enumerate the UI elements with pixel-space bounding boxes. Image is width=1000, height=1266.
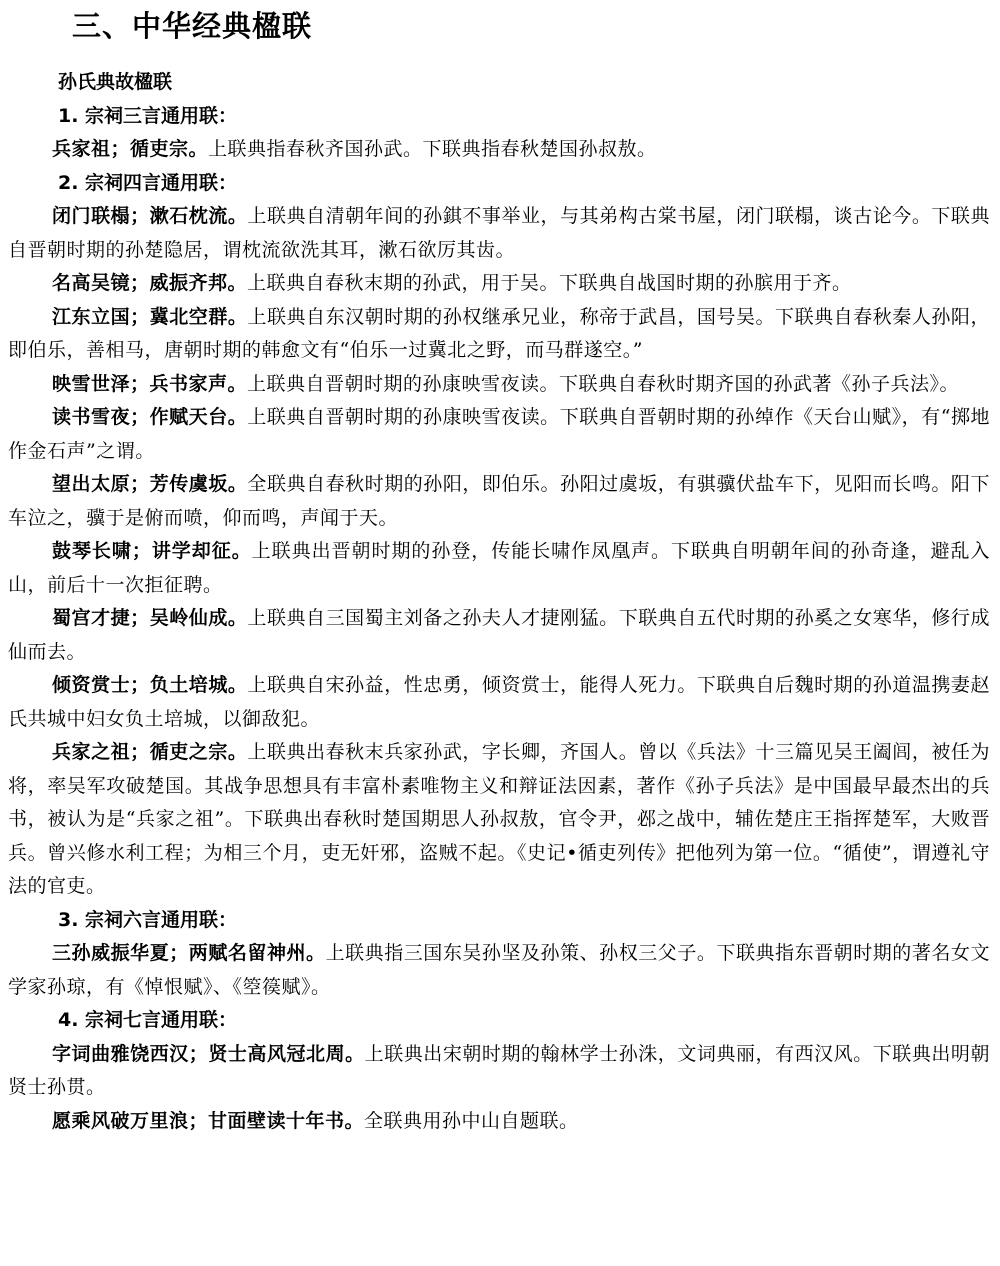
couplet-text: 倾资赏士；负土培城。 — [52, 674, 248, 696]
couplet-text: 映雪世泽；兵书家声。 — [52, 372, 248, 395]
couplet-text: 读书雪夜；作赋天台。 — [52, 406, 248, 428]
couplet-text: 愿乘风破万里浪；甘面壁读十年书。 — [52, 1109, 365, 1132]
couplet-text: 蜀宫才捷；吴岭仙成。 — [52, 607, 248, 629]
couplet-explanation: 上联典出春秋末兵家孙武，字长卿，齐国人。曾以《兵法》十三篇见吴王阖闾，被任为将，率吴军攻破楚国。其战争思想具有丰富朴素唯物主义和辩证法因素，著作《孙子兵法》是中国最早最杰出的兵书，被认为是“兵家之祖”。下联典出春秋时楚国期思人孙叔敖，官令尹，邲之战中，辅佐楚庄王指挥楚军，大败晋兵。曾兴修水利工程；为相三个月，吏无奸邪，盗贼不起。《史记•循吏列传》把他列为第一位。“循使”，谓遵礼守法的官吏。 — [8, 741, 990, 897]
couplet-entry — [8, 301, 990, 368]
couplet-entry — [8, 937, 990, 1004]
couplet-entry — [8, 736, 990, 904]
couplet-explanation: 上联典自晋朝时期的孙康映雪夜读。下联典自春秋时期齐国的孙武著《孙子兵法》。 — [247, 372, 960, 395]
couplet-group — [8, 167, 990, 904]
couplet-explanation: 上联典自春秋末期的孙武，用于吴。下联典自战国时期的孙膑用于齐。 — [247, 272, 852, 294]
couplet-entry — [8, 602, 990, 669]
couplet-text: 三孙威振华夏；两赋名留神州。 — [52, 942, 326, 964]
couplet-text: 兵家祖；循吏宗。 — [52, 138, 209, 160]
group-title: 2. 宗祠四言通用联： — [58, 171, 238, 194]
couplet-text: 兵家之祖；循吏之宗。 — [52, 741, 248, 763]
couplet-entry — [8, 401, 990, 468]
couplet-entry — [8, 200, 990, 267]
subsection-title: 孙氏典故楹联 — [58, 71, 173, 93]
couplet-text: 望出太原；芳传虞坂。 — [52, 473, 248, 495]
section-title: 三、中华经典楹联 — [72, 9, 313, 43]
couplet-group — [8, 904, 990, 1005]
couplet-explanation: 上联典自东汉朝时期的孙权继承兄业，称帝于武昌，国号吴。下联典自春秋秦人孙阳，即伯乐，善相马，唐朝时期的韩愈文有“伯乐一过冀北之野，而马群遂空。” — [8, 305, 990, 361]
couplet-group — [8, 100, 990, 167]
couplet-text: 江东立国；冀北空群。 — [52, 305, 248, 328]
couplet-explanation: 上联典自三国蜀主刘备之孙夫人才捷刚猛。下联典自五代时期的孙奚之女寒华，修行成仙而去。 — [8, 607, 990, 663]
couplet-explanation: 上联典出宋朝时期的翰林学士孙洙，文词典丽，有西汉风。下联典出明朝贤士孙贯。 — [8, 1042, 990, 1098]
couplet-entry — [8, 1038, 990, 1105]
couplet-explanation: 上联典指春秋齐国孙武。下联典指春秋楚国孙叔敖。 — [208, 138, 657, 160]
couplet-entry — [8, 669, 990, 736]
couplet-text: 名高吴镜；威振齐邦。 — [52, 272, 248, 294]
couplet-explanation: 全联典用孙中山自题联。 — [364, 1109, 579, 1132]
document-body — [8, 66, 990, 1138]
couplet-explanation: 上联典自宋孙益，性忠勇，倾资赏士，能得人死力。下联典自后魏时期的孙道温携妻赵氏共城中妇女负土培城，以御敌犯。 — [8, 674, 990, 730]
group-title: 4. 宗祠七言通用联： — [58, 1009, 238, 1031]
couplet-explanation: 上联典自晋朝时期的孙康映雪夜读。下联典自晋朝时期的孙绰作《天台山赋》，有“掷地作金石声”之谓。 — [8, 406, 990, 462]
couplet-entry — [8, 267, 990, 301]
couplet-explanation: 上联典指三国东吴孙坚及孙策、孙权三父子。下联典指东晋朝时期的著名女文学家孙琼，有《悼恨赋》、《箜篌赋》。 — [8, 942, 990, 998]
couplet-entry — [8, 368, 990, 402]
couplet-text: 字词曲雅饶西汉；贤士高风冠北周。 — [52, 1042, 365, 1065]
couplet-explanation: 上联典自清朝年间的孙錤不事举业，与其弟构古棠书屋，闭门联榻，谈古论今。下联典自晋朝时期的孙楚隐居，谓枕流欲洗其耳，漱石欲厉其齿。 — [8, 205, 990, 261]
couplet-explanation: 上联典出晋朝时期的孙登，传能长啸作凤凰声。下联典自明朝年间的孙奇逢，避乱入山，前后十一次拒征聘。 — [8, 540, 990, 596]
group-title: 3. 宗祠六言通用联： — [58, 908, 238, 931]
couplet-entry — [8, 133, 990, 167]
couplet-entry — [8, 535, 990, 602]
couplet-group — [8, 1004, 990, 1138]
couplet-explanation: 全联典自春秋时期的孙阳，即伯乐。孙阳过虞坂，有骐骥伏盐车下，见阳而长鸣。阳下车泣之，骥于是俯而喷，仰而鸣，声闻于天。 — [8, 473, 990, 529]
couplet-entry — [8, 468, 990, 535]
couplet-text: 闭门联榻；漱石枕流。 — [52, 205, 248, 227]
couplet-entry — [8, 1105, 990, 1139]
couplet-text: 鼓琴长啸；讲学却征。 — [52, 540, 252, 562]
group-title: 1. 宗祠三言通用联： — [58, 104, 238, 127]
